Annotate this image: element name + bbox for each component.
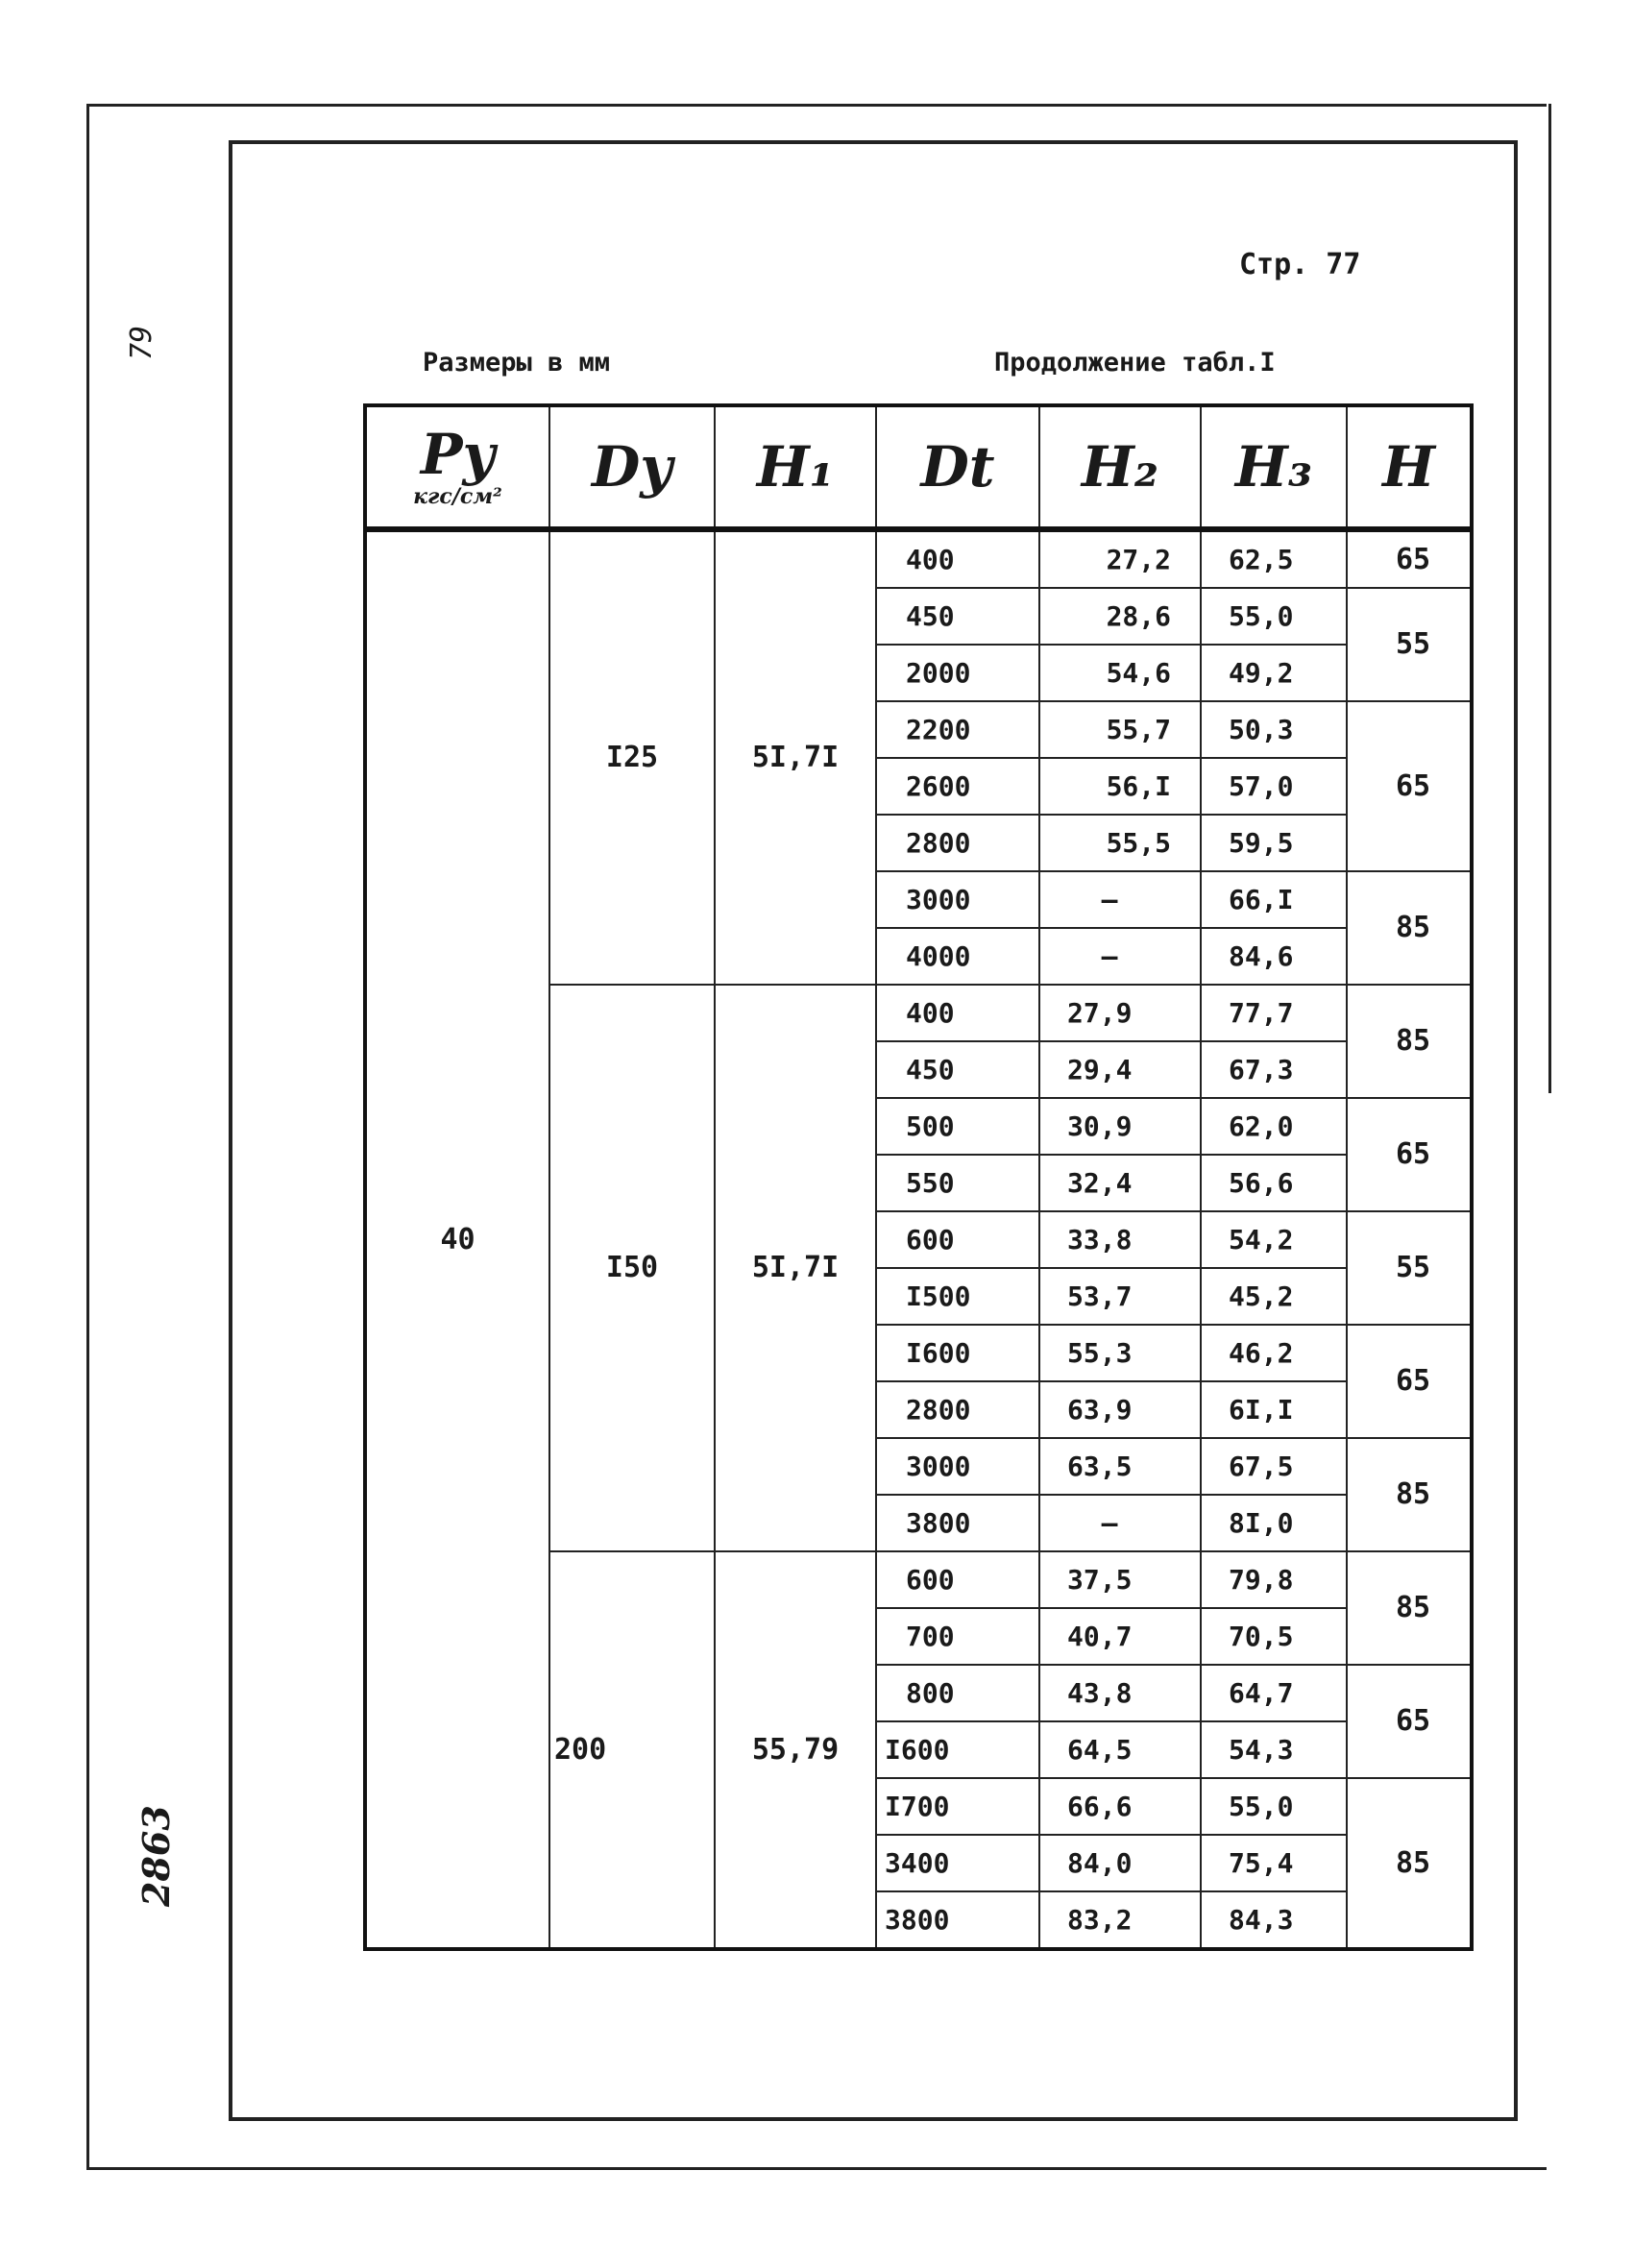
dt-cell: 3000 — [876, 1438, 1039, 1495]
h3-cell: 67,3 — [1201, 1041, 1347, 1098]
h-cell: 85 — [1347, 871, 1472, 985]
h-cell: 65 — [1347, 529, 1472, 588]
dt-cell: 450 — [876, 588, 1039, 645]
h3-cell: 84,6 — [1201, 928, 1347, 985]
inner-frame-bottom — [229, 2117, 1518, 2121]
h-cell: 65 — [1347, 1325, 1472, 1438]
h1-value: 5I,7I — [715, 985, 876, 1551]
dt-cell: 500 — [876, 1098, 1039, 1155]
dt-cell: 600 — [876, 1551, 1039, 1608]
inner-frame-left — [229, 140, 232, 2119]
h-cell: 65 — [1347, 1098, 1472, 1211]
outer-frame-right — [1548, 104, 1551, 1093]
h3-cell: 57,0 — [1201, 758, 1347, 815]
header-h2: H₂ — [1039, 405, 1201, 529]
h2-cell: 29,4 — [1039, 1041, 1201, 1098]
table-row — [365, 529, 1472, 588]
h3-cell: 50,3 — [1201, 701, 1347, 758]
dt-cell: 2800 — [876, 1381, 1039, 1438]
dt-cell: 3800 — [876, 1495, 1039, 1551]
dt-cell: 3000 — [876, 871, 1039, 928]
h3-cell: 46,2 — [1201, 1325, 1347, 1381]
header-h3: H₃ — [1201, 405, 1347, 529]
h3-cell: 75,4 — [1201, 1835, 1347, 1891]
h-cell: 85 — [1347, 985, 1472, 1098]
h3-cell: 62,5 — [1201, 529, 1347, 588]
dt-cell: I700 — [876, 1778, 1039, 1835]
h3-cell: 8I,0 — [1201, 1495, 1347, 1551]
h3-cell: 79,8 — [1201, 1551, 1347, 1608]
dt-cell: 2800 — [876, 815, 1039, 871]
h2-cell: 43,8 — [1039, 1665, 1201, 1721]
h2-cell: 40,7 — [1039, 1608, 1201, 1665]
h2-cell: 37,5 — [1039, 1551, 1201, 1608]
units-label: Размеры в мм — [423, 348, 611, 378]
header-dt: Dt — [876, 405, 1039, 529]
h3-cell: 77,7 — [1201, 985, 1347, 1041]
h2-cell: 63,9 — [1039, 1381, 1201, 1438]
inner-frame-top — [229, 140, 1516, 144]
h3-cell: 70,5 — [1201, 1608, 1347, 1665]
header-h1: H₁ — [715, 405, 876, 529]
dt-cell: I600 — [876, 1325, 1039, 1381]
h3-cell: 62,0 — [1201, 1098, 1347, 1155]
dy-value: I25 — [549, 529, 715, 985]
h3-cell: 49,2 — [1201, 645, 1347, 701]
h3-cell: 55,0 — [1201, 588, 1347, 645]
h2-cell: 53,7 — [1039, 1268, 1201, 1325]
dy-value: 200 — [549, 1551, 715, 1949]
h2-cell: 27,9 — [1039, 985, 1201, 1041]
dt-cell: 450 — [876, 1041, 1039, 1098]
h2-cell: — — [1039, 928, 1201, 985]
h3-cell: 55,0 — [1201, 1778, 1347, 1835]
h-cell: 65 — [1347, 701, 1472, 871]
h2-cell: 55,7 — [1039, 701, 1201, 758]
py-value: 40 — [365, 529, 549, 1949]
h2-cell: 56,I — [1039, 758, 1201, 815]
h2-cell: 55,3 — [1039, 1325, 1201, 1381]
h-cell: 65 — [1347, 1665, 1472, 1778]
h2-cell: 30,9 — [1039, 1098, 1201, 1155]
h3-cell: 64,7 — [1201, 1665, 1347, 1721]
h-cell: 85 — [1347, 1551, 1472, 1665]
header-dy: Dy — [549, 405, 715, 529]
dt-cell: 3400 — [876, 1835, 1039, 1891]
h3-cell: 6I,I — [1201, 1381, 1347, 1438]
h3-cell: 66,I — [1201, 871, 1347, 928]
h2-cell: 33,8 — [1039, 1211, 1201, 1268]
dt-cell: 2600 — [876, 758, 1039, 815]
h3-cell: 45,2 — [1201, 1268, 1347, 1325]
continuation-label: Продолжение табл.I — [994, 348, 1276, 378]
h2-cell: 28,6 — [1039, 588, 1201, 645]
h2-cell: 32,4 — [1039, 1155, 1201, 1211]
dt-cell: 800 — [876, 1665, 1039, 1721]
header-h: H — [1347, 405, 1472, 529]
dt-cell: 550 — [876, 1155, 1039, 1211]
h-cell: 55 — [1347, 588, 1472, 701]
margin-handwritten-mark: 79 — [125, 325, 158, 360]
dt-cell: I600 — [876, 1721, 1039, 1778]
h3-cell: 54,3 — [1201, 1721, 1347, 1778]
h2-cell: 64,5 — [1039, 1721, 1201, 1778]
dt-cell: 2200 — [876, 701, 1039, 758]
margin-handwritten-number: 2863 — [134, 1805, 178, 1907]
h3-cell: 56,6 — [1201, 1155, 1347, 1211]
dy-value: I50 — [549, 985, 715, 1551]
h1-value: 5I,7I — [715, 529, 876, 985]
h2-cell: — — [1039, 871, 1201, 928]
h3-cell: 59,5 — [1201, 815, 1347, 871]
inner-frame-right — [1514, 140, 1518, 2119]
outer-frame-top — [86, 104, 1547, 107]
header-py: Py кгс/см² — [365, 405, 549, 529]
h2-cell: 55,5 — [1039, 815, 1201, 871]
dt-cell: 400 — [876, 985, 1039, 1041]
table-header-row — [365, 405, 1472, 529]
h1-value: 55,79 — [715, 1551, 876, 1949]
h2-cell: 27,2 — [1039, 529, 1201, 588]
h3-cell: 54,2 — [1201, 1211, 1347, 1268]
h-cell: 85 — [1347, 1438, 1472, 1551]
dt-cell: I500 — [876, 1268, 1039, 1325]
page-number: Стр. 77 — [1239, 248, 1361, 281]
h2-cell: 66,6 — [1039, 1778, 1201, 1835]
header-py-unit: кгс/см² — [413, 484, 502, 509]
h3-cell: 67,5 — [1201, 1438, 1347, 1495]
dt-cell: 2000 — [876, 645, 1039, 701]
dt-cell: 600 — [876, 1211, 1039, 1268]
dt-cell: 400 — [876, 529, 1039, 588]
h2-cell: — — [1039, 1495, 1201, 1551]
dt-cell: 3800 — [876, 1891, 1039, 1949]
outer-frame-bottom — [86, 2167, 1547, 2170]
h-cell: 55 — [1347, 1211, 1472, 1325]
dt-cell: 700 — [876, 1608, 1039, 1665]
h3-cell: 84,3 — [1201, 1891, 1347, 1949]
dt-cell: 4000 — [876, 928, 1039, 985]
h-cell: 85 — [1347, 1778, 1472, 1949]
h2-cell: 84,0 — [1039, 1835, 1201, 1891]
dimensions-table — [363, 403, 1474, 1951]
outer-frame-left — [86, 104, 89, 2169]
h2-cell: 63,5 — [1039, 1438, 1201, 1495]
h2-cell: 83,2 — [1039, 1891, 1201, 1949]
h2-cell: 54,6 — [1039, 645, 1201, 701]
